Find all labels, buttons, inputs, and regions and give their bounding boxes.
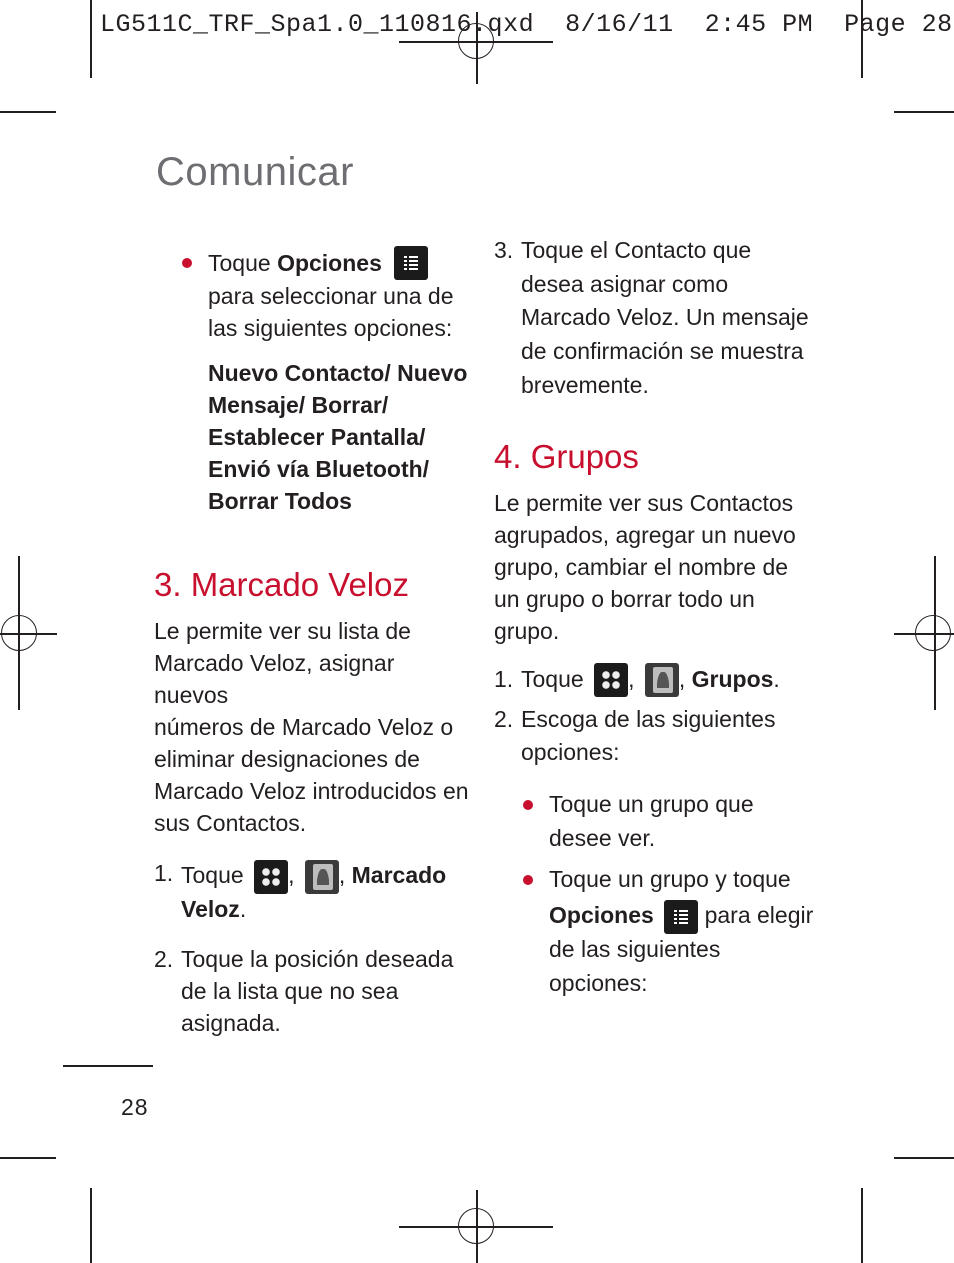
para-line: agrupados, agregar un nuevo <box>494 521 796 548</box>
step-line: de confirmación se muestra <box>521 338 804 365</box>
para-line: Le permite ver su lista de <box>154 618 411 644</box>
veloz-label: Veloz <box>181 896 240 922</box>
step-number: 3. <box>494 237 514 263</box>
period: . <box>239 896 247 922</box>
options-bullet <box>154 246 474 517</box>
bullet-text: Toque <box>208 250 278 276</box>
step-number: 1. <box>494 665 514 692</box>
bullet-line: desee ver. <box>549 824 656 851</box>
grupos-label: Grupos <box>691 665 774 692</box>
step-line: de la lista que no sea <box>181 978 399 1004</box>
bullet-dot <box>523 800 533 810</box>
step-number: 2. <box>154 946 174 972</box>
crop-mark <box>894 111 954 113</box>
bullet-text: para elegir <box>698 902 814 929</box>
para-line: eliminar designaciones de <box>154 746 420 772</box>
step-line: Toque la posición deseada <box>181 946 454 972</box>
opciones-label: Opciones <box>549 902 654 929</box>
option-line: Mensaje/ Borrar/ <box>208 392 389 418</box>
options-menu-icon <box>664 900 698 934</box>
section-paragraph <box>154 615 474 839</box>
section-heading-marcado-veloz: 3. Marcado Veloz <box>154 566 409 603</box>
bullet-dot <box>523 875 533 885</box>
page-number: 28 <box>121 1094 149 1120</box>
para-line: sus Contactos. <box>154 810 307 836</box>
para-line: Le permite ver sus Contactos <box>494 489 794 516</box>
step-text: Toque <box>521 665 584 692</box>
para-line: números de Marcado Veloz o <box>154 714 454 740</box>
step-line: asignada. <box>181 1010 281 1036</box>
page-title: Comunicar <box>156 150 354 194</box>
section-heading-grupos: 4. Grupos <box>494 437 639 475</box>
crop-mark <box>90 1188 92 1263</box>
para-line: Marcado Veloz introducidos en <box>154 778 469 804</box>
grupos-step-2 <box>494 703 824 770</box>
grupos-bullet-2 <box>494 863 824 1000</box>
contacts-icon <box>645 663 679 697</box>
step-line: desea asignar como <box>521 270 729 297</box>
opciones-label: Opciones <box>277 250 382 276</box>
grupos-bullet-1 <box>494 788 824 855</box>
right-column <box>494 234 824 1000</box>
section-paragraph <box>494 487 824 647</box>
step-line: brevemente. <box>521 371 649 398</box>
option-line: Borrar Todos <box>208 488 352 514</box>
para-line: un grupo o borrar todo un <box>494 585 755 612</box>
marcado-label: Marcado <box>351 862 447 888</box>
option-line: Nuevo Contacto/ Nuevo <box>208 360 468 386</box>
option-line: Envió vía Bluetooth/ <box>208 456 430 482</box>
step-line: Toque el Contacto que <box>521 237 752 263</box>
step-line: Escoga de las siguientes <box>521 705 776 732</box>
para-line: grupo, cambiar el nombre de <box>494 553 789 580</box>
comma: , <box>338 862 346 888</box>
step-line: opciones: <box>521 739 620 766</box>
crop-mark <box>90 0 92 78</box>
grupos-step-1 <box>494 661 824 697</box>
bullet-line: las siguientes opciones: <box>208 315 453 341</box>
bullet-line: de las siguientes <box>549 936 721 963</box>
bullet-line: opciones: <box>549 969 648 996</box>
comma: , <box>678 665 686 692</box>
apps-grid-icon <box>254 860 288 894</box>
step-3 <box>494 234 824 403</box>
bullet-line: para seleccionar una de <box>208 283 454 309</box>
crop-mark <box>0 111 56 113</box>
comma: , <box>288 862 295 888</box>
step-line: Marcado Veloz. Un mensaje <box>521 304 809 331</box>
step-1 <box>154 857 474 925</box>
option-line: Establecer Pantalla/ <box>208 424 426 450</box>
step-number: 1. <box>154 860 174 886</box>
left-column <box>154 246 474 1039</box>
bullet-line: Toque un grupo que <box>549 790 754 817</box>
step-number: 2. <box>494 705 514 732</box>
step-2 <box>154 943 474 1039</box>
para-line: Marcado Veloz, asignar nuevos <box>154 650 395 708</box>
footer-rule <box>63 1065 153 1067</box>
file-slug: LG511C_TRF_Spa1.0_110816.qxd 8/16/11 2:45 PM Page 28 <box>100 10 953 39</box>
crop-mark <box>894 1157 954 1159</box>
step-text: Toque <box>181 862 244 888</box>
crop-mark <box>0 1157 56 1159</box>
options-list <box>208 357 474 517</box>
registration-mark <box>1 615 37 651</box>
contacts-icon <box>305 860 339 894</box>
comma: , <box>628 665 635 692</box>
options-menu-icon <box>394 246 428 280</box>
bullet-dot <box>182 258 192 268</box>
registration-mark <box>458 1208 494 1244</box>
period: . <box>773 665 780 692</box>
crop-mark <box>861 1188 863 1263</box>
registration-mark <box>915 615 951 651</box>
bullet-line: Toque un grupo y toque <box>549 866 791 893</box>
para-line: grupo. <box>494 617 560 644</box>
apps-grid-icon <box>594 663 628 697</box>
